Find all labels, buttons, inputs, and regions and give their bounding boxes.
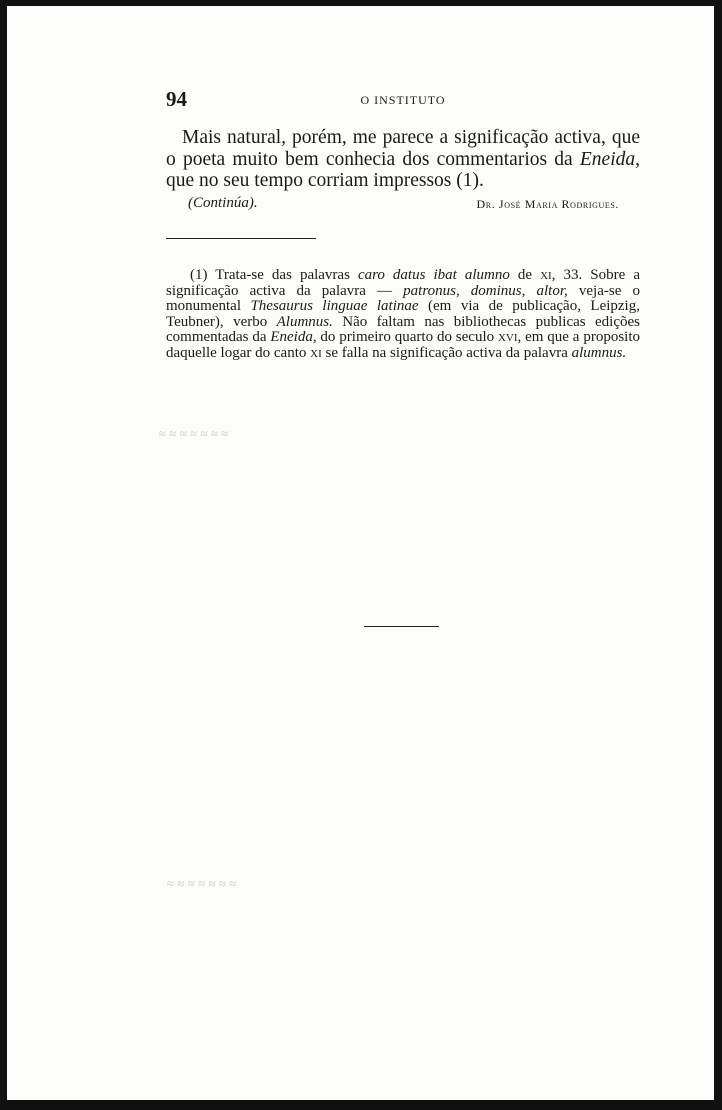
journal-title: O INSTITUTO [360, 93, 446, 107]
footnote-smallcaps: xvi [497, 329, 518, 345]
footnote-text: , em que a proposito daquelle logar do canto [166, 329, 640, 361]
end-rule [364, 626, 439, 627]
footnote-italic: alumnus. [571, 344, 627, 361]
body-paragraph [166, 127, 640, 192]
footnote-italic: Eneida, [270, 329, 317, 345]
continua-note: (Continúa). [188, 195, 258, 211]
bleed-through-texture: ≈ ≈ ≈ ≈ ≈ ≈ ≈ [159, 426, 229, 441]
body-text-part: que no seu tempo corriam impressos (1). [166, 170, 484, 191]
footnote-text: do primeiro quarto do seculo [316, 329, 498, 345]
footnote [166, 268, 640, 361]
footnote-smallcaps: xi [540, 267, 552, 283]
author-signature: Dr. José Maria Rodrigues. [476, 197, 619, 211]
footnote-italic: Thesaurus linguae latinae [250, 298, 419, 314]
footnote-text: (em via de publicação, Leipzig, Teubner), verbo [166, 298, 640, 330]
bleed-through-texture: ≈ ≈ ≈ ≈ ≈ ≈ ≈ [167, 876, 237, 891]
running-head [166, 87, 640, 111]
page-number: 94 [166, 87, 187, 111]
footnote-text: se falla na significação activa da palavra [321, 344, 572, 361]
footnote-italic: caro datus ibat alumno [357, 267, 510, 283]
footnote-text: (1) Trata-se das palavras [190, 267, 358, 283]
footnote-italic: patronus, dominus, altor, [403, 282, 568, 299]
body-text-italic: Eneida, [579, 148, 640, 170]
footnote-rule [166, 238, 316, 239]
body-text-part: Mais natural, porém, me parece a significação activa, que o poeta muito bem conhecia dos commentarios da [166, 127, 640, 170]
footnote-smallcaps: xi [310, 344, 322, 361]
footnote-text: , 33. Sobre a significação activa da palavra — [166, 267, 640, 299]
footnote-text: Não faltam nas bibliothecas publicas edições commentadas da [166, 313, 640, 345]
footnote-text: veja-se o monumental [166, 282, 640, 314]
footnote-italic: Alumnus. [276, 313, 333, 330]
footnote-text: de [509, 267, 541, 283]
